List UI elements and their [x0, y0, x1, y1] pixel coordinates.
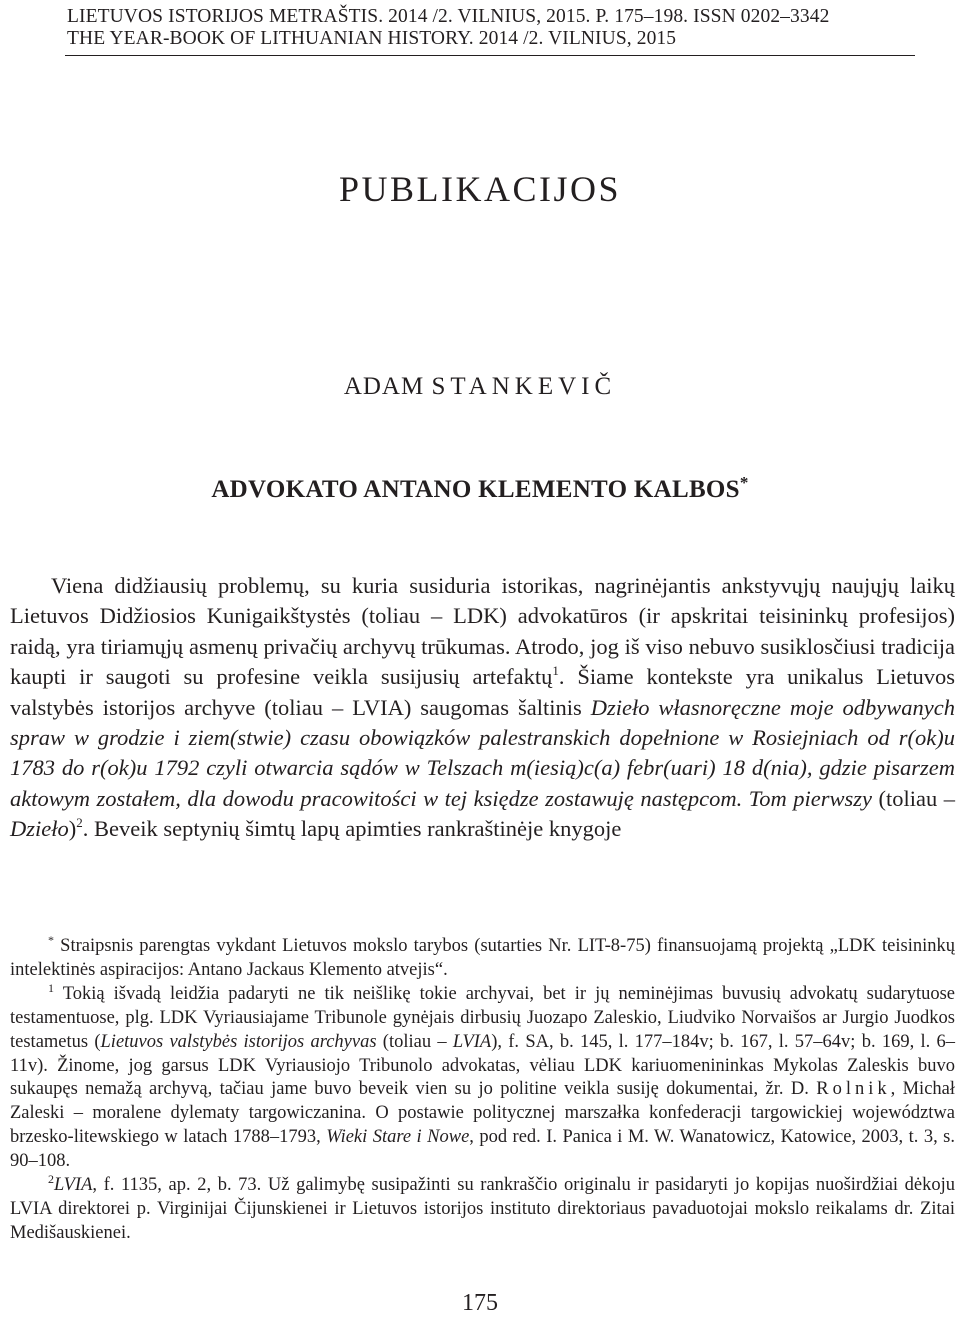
- footnote-1-archive-title: Lietuvos valstybės istorijos archyvas: [100, 1031, 377, 1052]
- page-number: 175: [462, 1290, 498, 1316]
- running-header: [67, 6, 907, 50]
- footnote-1-text-g: , Michał Zaleski – moralene dylematy targowiczanina. O postawie politycznej marszałka konfederacji targowickiej województwa brzesko-litewskiego w latach 1788–1793,: [10, 1079, 956, 1148]
- footnote-ref-1: 1: [552, 663, 559, 679]
- article-title: [0, 473, 960, 504]
- footnote-2: [10, 1174, 955, 1246]
- footnote-2-text: , f. 1135, ap. 2, b. 73. Už galimybę susipažinti su rankraščio originalu ir pasidaryti jo kopijas nuoširdžiai dėkoju LVIA direktorei p. Virginijai Čijunskienei ir Lietuvos istorijos instituto direktoriaus pavaduotojai mokslo reikalams dr. Zitai Medišauskienei.: [10, 1175, 955, 1243]
- body-fragment-4: ): [68, 816, 77, 842]
- footnote-1: [10, 980, 956, 1174]
- source-title-italic: Dzieło własnoręczne moje odbywanych spraw w grodzie i ziem(stwie) czasu obowiązków palestranskich dopełnione w Rosiejniach od r(ok)u 1783 do r(ok)u 1792 czyli otwarcia sądów w Telszach m(iesią)c(a) febr(uari) 18 d(nia), gdzie pisarzem aktowym zostałem, dla dowodu pracowitości w tej księdze zostawuję następcom. Tom pierwszy: [10, 694, 955, 811]
- footnote-star-text: Straipsnis parengtas vykdant Lietuvos mokslo tarybos (sutarties Nr. LIT-8-75) finansuojamą projektą „LDK teisininkų intelektinės aspiracijos: Antano Jackaus Klemento atvejis“.: [10, 936, 955, 980]
- source-short-title: Dzieło: [10, 816, 69, 842]
- footnote-1-text-c: (toliau –: [376, 1031, 453, 1052]
- footnote-1-text-i: , pod red. I. Panica i M. W. Wanatowicz, Katowice, 2003, t. 3, s. 90–108.: [10, 1127, 955, 1172]
- footnote-1-abbrev: LVIA: [452, 1031, 492, 1052]
- footnote-2-marker: 2: [48, 1172, 54, 1187]
- header-rule: [65, 55, 915, 56]
- footnote-ref-2: 2: [76, 815, 83, 831]
- body-paragraph: [10, 571, 955, 845]
- footnote-star-marker: *: [48, 933, 54, 947]
- footnote-2-abbrev: LVIA: [54, 1175, 93, 1196]
- footnote-1-author-spaced: Rolnik: [816, 1079, 891, 1100]
- author-name: [0, 373, 960, 401]
- section-title: PUBLIKACIJOS: [338, 169, 622, 209]
- footnote-1-text-e: ), f. SA, b. 145, l. 177–184v; b. 167, l. 57–64v; b. 169, l. 6–11v). Žinome, jog garsus LDK Vyriausiojo Tribunolo advokatas, vėliau LDK kariuomenininkas Mykolas Zaleskis buvo sukaupęs nemažą archyvą, tačiau jame buvo beveik vien su jo politine veikla susiję dokumentai, žr. D.: [10, 1031, 955, 1100]
- footnote-1-marker: 1: [48, 980, 54, 995]
- header-line-english: THE YEAR-BOOK OF LITHUANIAN HISTORY. 2014 /2. VILNIUS, 2015: [67, 28, 677, 49]
- body-sentence-1: Viena didžiausių problemų, su kuria susiduria istorikas, nagrinėjantis ankstyvųjų naujųjų laikų Lietuvos Didžiosios Kunigaikštystės (toliau – LDK) advokatūros (ir apskritai teisininkų profesijos) raidą, yra tiriamųjų asmenų privačių archyvų trūkumas. Atrodo, jog iš viso nebuvo susiklosčiusi tradicija kaupti ir saugoti su profesine veikla susijusių artefaktų: [10, 573, 955, 690]
- body-fragment-5: . Beveik septynių šimtų lapų apimties rankraštinėje knygoje: [82, 816, 622, 842]
- header-line-lithuanian: LIETUVOS ISTORIJOS METRAŠTIS. 2014 /2. VILNIUS, 2015. P. 175–198. ISSN 0202–3342: [67, 6, 830, 27]
- body-sentence-2: . Šiame kontekste yra unikalus Lietuvos valstybės istorijos archyve (toliau – LVIA) saugomas šaltinis: [10, 664, 955, 720]
- author-surname: STANKEVIČ: [431, 373, 617, 400]
- author-given-name: ADAM: [343, 373, 425, 400]
- footnote-1-journal-title: Wieki Stare i Nowe: [326, 1127, 470, 1148]
- footnote-1-text-a: Tokią išvadą leidžia padaryti ne tik neišlikę tokie archyvai, bet ir jų neminėjimas buvusių advokatų sudarytuose testamentuose, plg. LDK Vyriausiajame Tribunole gynėjais dirbusių Juozapo Zaleskio, Liudviko Norvaišos ar Jurgio Juodkos testametus (: [10, 983, 955, 1052]
- footnote-star: [10, 935, 955, 983]
- body-fragment-3: (toliau –: [872, 785, 956, 811]
- article-title-text: ADVOKATO ANTANO KLEMENTO KALBOS: [211, 476, 740, 503]
- title-footnote-marker: *: [739, 473, 749, 492]
- footnotes: [10, 935, 955, 1246]
